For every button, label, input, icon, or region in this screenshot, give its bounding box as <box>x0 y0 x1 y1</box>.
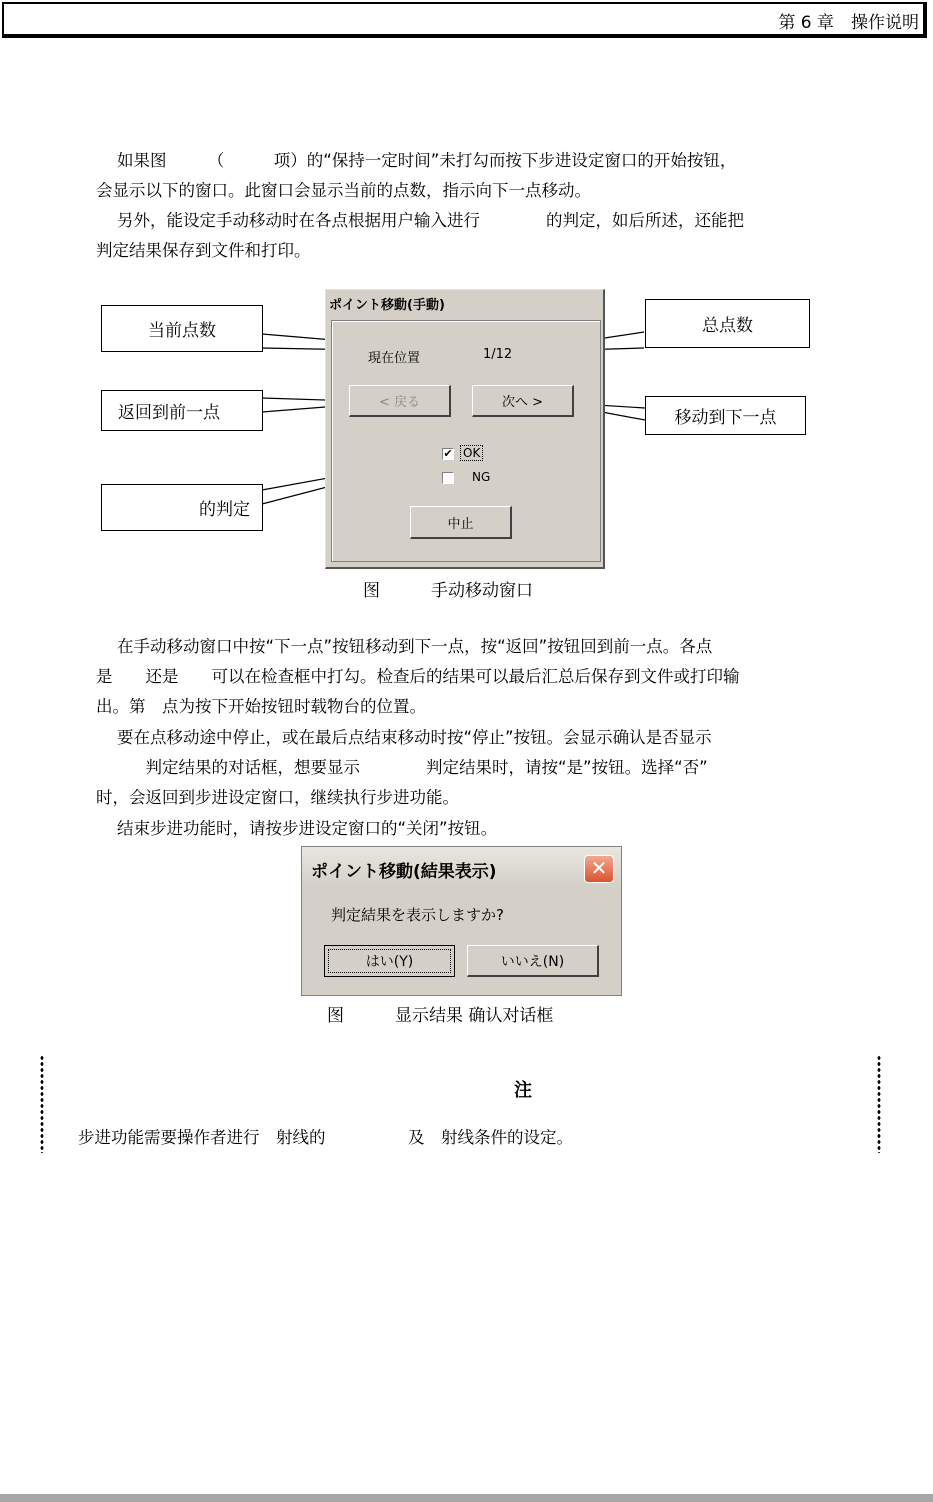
paragraph-line: 如果图 （ 项）的“保持一定时间”未打勾而按下步进设定窗口的开始按钮， <box>117 151 737 170</box>
ng-checkbox[interactable] <box>442 472 454 484</box>
ok-checkbox[interactable]: ✔ <box>443 447 453 460</box>
note-border-left <box>40 1055 44 1153</box>
paragraph-line: 时，会返回到步进设定窗口，继续执行步进功能。 <box>96 788 459 807</box>
manual-move-window <box>325 289 605 569</box>
close-icon[interactable]: ✕ <box>584 855 614 883</box>
no-button[interactable]: いいえ(N) <box>467 945 599 977</box>
note-text: 步进功能需要操作者进行 射线的 及 射线条件的设定。 <box>78 1128 573 1147</box>
callout-total-points: 总点数 <box>645 299 810 348</box>
paragraph-line: 是 还是 可以在检查框中打勾。检查后的结果可以最后汇总后保存到文件或打印输 <box>96 667 740 686</box>
ok-label: OK <box>460 445 483 461</box>
position-value: 1/12 <box>483 347 513 362</box>
callout-back: 返回到前一点 <box>101 390 263 431</box>
chapter-title: 第 6 章 操作说明 <box>778 13 919 33</box>
callout-current-point: 当前点数 <box>101 305 263 352</box>
stop-button[interactable]: 中止 <box>410 506 512 539</box>
figure-caption: 图 显示结果 确认对话框 <box>327 1006 554 1026</box>
paragraph-line: 另外，能设定手动移动时在各点根据用户输入进行 的判定，如后所述，还能把 <box>117 211 744 230</box>
dialog-message: 判定結果を表示しますか? <box>331 906 504 924</box>
next-button[interactable]: 次へ > <box>472 385 574 417</box>
result-confirm-dialog <box>301 846 622 996</box>
ng-label: NG <box>472 470 491 484</box>
paragraph-line: 判定结果保存到文件和打印。 <box>96 241 311 260</box>
dialog-title: ポイント移動(結果表示) <box>311 862 497 882</box>
back-button[interactable]: < 戻る <box>349 385 451 417</box>
note-title: 注 <box>514 1080 532 1101</box>
paragraph-line: 在手动移动窗口中按“下一点”按钮移动到下一点，按“返回”按钮回到前一点。各点 <box>117 637 713 656</box>
paragraph-line: 要在点移动途中停止，或在最后点结束移动时按“停止”按钮。会显示确认是否显示 <box>117 728 712 747</box>
note-border-right <box>877 1055 881 1153</box>
paragraph-line: 出。第 点为按下开始按钮时载物台的位置。 <box>96 697 426 716</box>
yes-button[interactable]: はい(Y) <box>324 945 455 977</box>
paragraph-line: 会显示以下的窗口。此窗口会显示当前的点数，指示向下一点移动。 <box>96 181 591 200</box>
paragraph-line: 结束步进功能时，请按步进设定窗口的“关闭”按钮。 <box>117 819 498 838</box>
callout-judge: 的判定 <box>101 484 263 531</box>
paragraph-line: 判定结果的对话框，想要显示 判定结果时，请按“是”按钮。选择“否” <box>96 758 708 777</box>
figure-caption: 图 手动移动窗口 <box>363 581 533 601</box>
position-label: 現在位置 <box>368 351 421 366</box>
callout-next: 移动到下一点 <box>645 396 806 435</box>
footer-bar <box>0 1494 933 1502</box>
window-title: ポイント移動(手動) <box>329 298 445 313</box>
